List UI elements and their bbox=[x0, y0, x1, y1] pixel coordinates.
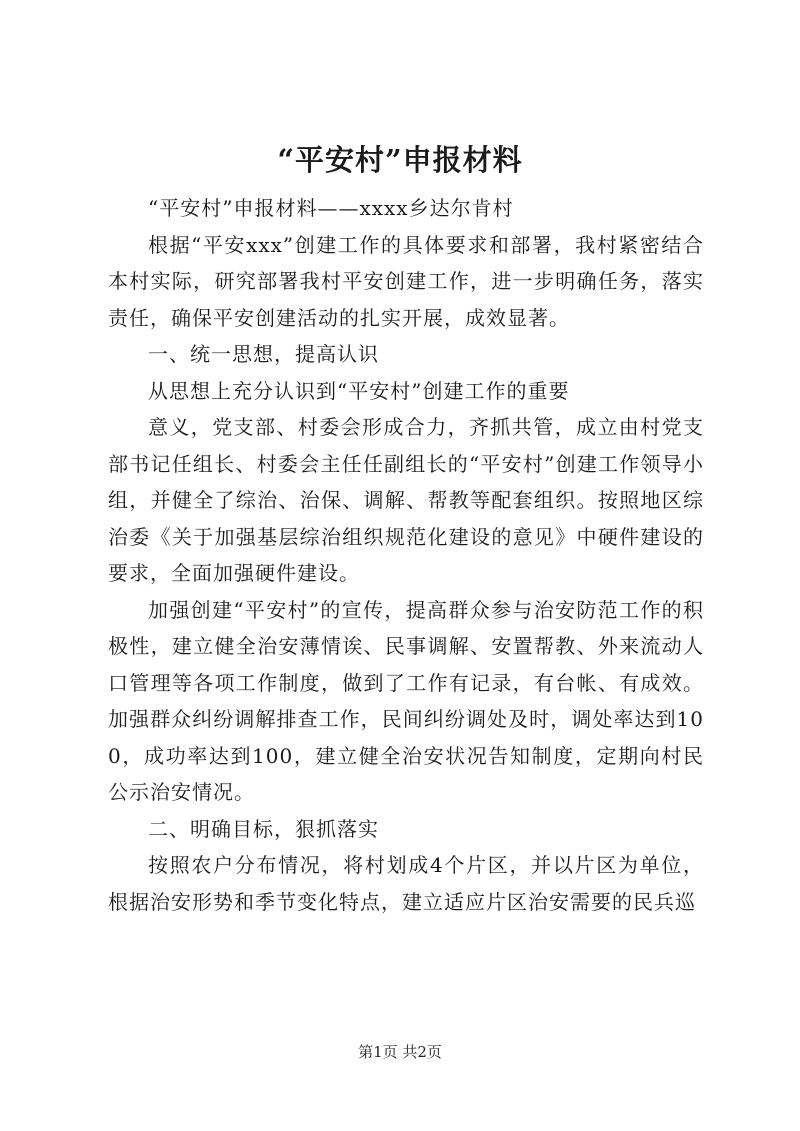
subtitle-line: “平安村”申报材料——xxxx乡达尔肯村 bbox=[148, 196, 514, 220]
intro-paragraph: 根据“平安xxx”创建工作的具体要求和部署，我村紧密结合本村实际，研究部署我村平安创建工作，进一步明确任务，落实责任，确保平安创建活动的扎实开展，成效显著。 bbox=[108, 232, 704, 330]
section-heading-2: 二、明确目标，狠抓落实 bbox=[148, 816, 379, 841]
body-paragraph: 加强创建“平安村”的宣传，提高群众参与治安防范工作的积极性，建立健全治安薄情诶、民事调解、安置帮教、外来流动人口管理等各项工作制度，做到了工作有记录，有台帐、有成效。加强群众纠纷调解排查工作，民间纠纷调处及时，调处率达到100，成功率达到100，建立健全治安状况告知制度，定期向村民公示治安情况。 bbox=[108, 597, 704, 804]
section-heading-1: 一、统一思想，提高认识 bbox=[148, 342, 379, 366]
body-paragraph: 从思想上充分认识到“平安村”创建工作的重要 bbox=[148, 378, 570, 403]
document-body bbox=[108, 190, 704, 920]
body-paragraph: 按照农户分布情况，将村划成4个片区，并以片区为单位，根据治安形势和季节变化特点，建立适应片区治安需要的民兵巡 bbox=[108, 853, 704, 914]
document-title: “平安村”申报材料 bbox=[277, 143, 523, 177]
page-footer: 第1页 共2页 bbox=[358, 1043, 442, 1061]
body-paragraph: 意义，党支部、村委会形成合力，齐抓共管，成立由村党支部书记任组长、村委会主任任副组长的“平安村”创建工作领导小组，并健全了综治、治保、调解、帮教等配套组织。按照地区综治委《关于加强基层综治组织规范化建设的意见》中硬件建设的要求，全面加强硬件建设。 bbox=[108, 415, 704, 585]
